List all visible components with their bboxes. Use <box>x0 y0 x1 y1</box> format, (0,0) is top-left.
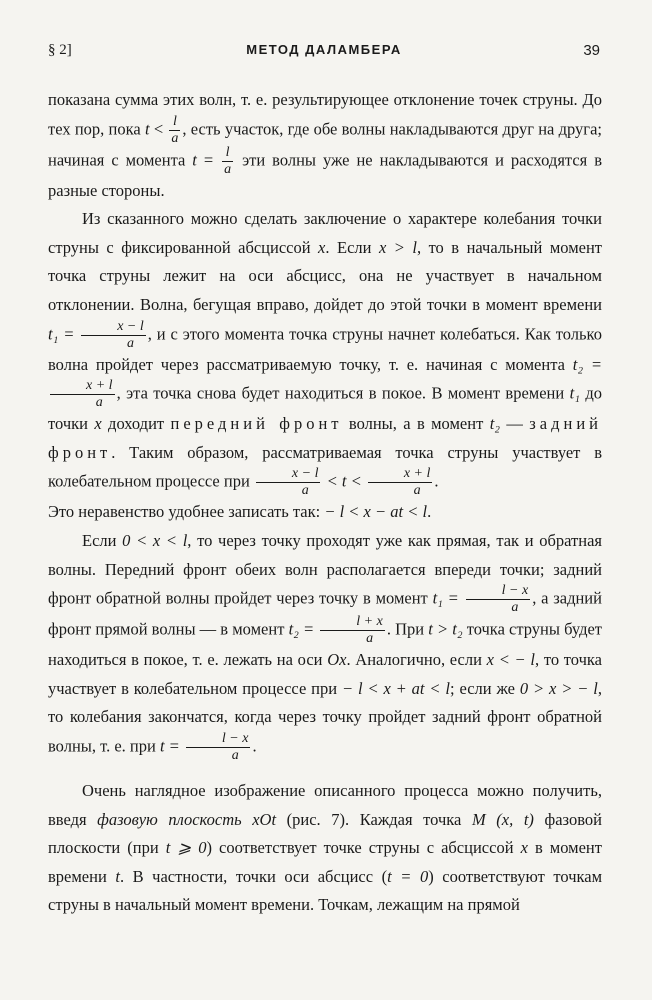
math: xOt <box>241 809 277 829</box>
italic-term: фазовую плоскость <box>97 809 242 829</box>
fraction-numerator: l − x <box>186 732 251 748</box>
fraction-denominator: a <box>511 600 519 616</box>
text: ) соответствуют точкам струны в начальный момент времени. Точкам, лежащим на прямой <box>48 866 603 915</box>
math: t = 0 <box>387 866 429 886</box>
fraction <box>169 115 180 146</box>
text: до точки <box>48 383 602 434</box>
spaced-term: задний фронт <box>48 414 602 462</box>
fraction <box>466 584 531 615</box>
paragraph-5 <box>48 777 602 920</box>
spaced-term: передний фронт <box>170 414 343 434</box>
math: t₁ <box>569 383 580 403</box>
fraction-denominator: a <box>95 395 103 411</box>
fraction <box>81 320 146 351</box>
text: . В частности, точки оси абсцисс ( <box>119 866 388 886</box>
paragraph-3 <box>48 498 602 527</box>
text: , есть участок, где обе волны накладываются друг на друга; начиная с момента <box>48 118 602 169</box>
math: t₂ = <box>288 619 319 639</box>
math: t₂ = <box>572 354 602 374</box>
fraction <box>186 732 251 763</box>
math: t <box>144 118 150 138</box>
fraction-denominator: a <box>231 747 239 763</box>
text: доходит <box>101 414 171 434</box>
fraction-numerator: l − x <box>466 584 531 600</box>
text: . <box>252 736 257 756</box>
fraction-numerator: x + l <box>368 467 433 483</box>
page-body <box>48 86 602 920</box>
fraction <box>222 146 233 177</box>
math: < t < <box>322 471 366 491</box>
text: . При <box>386 619 429 639</box>
text: , то точка участвует в колебательном процессе при <box>48 650 602 698</box>
text: . Если <box>325 237 379 257</box>
math: M (x, t) <box>471 809 534 829</box>
paragraph-2 <box>48 205 602 498</box>
math: t₂ <box>489 414 501 434</box>
text: (рис. 7). Каждая точка <box>276 809 472 829</box>
text: точка струны будет находиться в покое, т. е. лежать на оси <box>48 619 603 670</box>
fraction-denominator: a <box>366 631 374 647</box>
text: , то в начальный момент точка струны лежит на оси абсцисс, она не участвует в начальном отклонении. Волна, бегущая вправо, дойдет до этой точки в момент времени <box>48 237 602 314</box>
math-op: = <box>196 149 221 169</box>
fraction-numerator: l <box>169 115 180 131</box>
text: эти волны уже не накладываются и расходятся в разные стороны. <box>48 149 602 200</box>
text: ) соответствует точке струны с абсциссой <box>206 838 521 858</box>
fraction-denominator: a <box>224 161 232 177</box>
math: x <box>520 838 528 858</box>
paragraph-1 <box>48 86 602 205</box>
text: . <box>434 471 439 491</box>
math: t <box>192 149 197 169</box>
math: x <box>318 237 326 257</box>
text: . Таким образом, рассматриваемая точка струны участвует в колебательном процессе при <box>48 442 602 491</box>
fraction-numerator: x − l <box>256 467 321 483</box>
text: . Аналогично, если <box>346 650 487 670</box>
fraction-denominator: a <box>127 335 134 351</box>
text: , то колебания закончатся, когда через точку пройдет задний фронт обратной волны, т. е. при <box>48 678 602 756</box>
fraction-numerator: x − l <box>81 320 146 336</box>
running-header <box>48 42 600 66</box>
math: t ⩾ 0 <box>165 838 207 858</box>
math: − l < x + at < l <box>341 678 451 698</box>
math: x > l <box>378 237 417 257</box>
section-mark: § 2] <box>48 42 72 58</box>
math: x < − l <box>486 650 535 670</box>
text: в момент времени <box>48 838 602 886</box>
fraction <box>50 379 115 410</box>
text: Из сказанного можно сделать заключение о характере колебания точки струны с фиксированной абсциссой <box>48 209 602 257</box>
text: , а задний фронт прямой волны — в момент <box>48 588 602 639</box>
fraction-denominator: a <box>301 483 309 499</box>
paragraph-4 <box>48 527 602 763</box>
fraction-denominator: a <box>171 130 179 146</box>
text: . <box>427 502 432 522</box>
fraction <box>368 467 433 498</box>
text: фазовой плоскости (при <box>48 809 602 858</box>
fraction <box>256 467 321 498</box>
text: Это неравенство удобнее записать так: <box>48 502 325 522</box>
math: t <box>115 866 120 886</box>
math: x <box>94 414 102 434</box>
text: , то через точку проходят уже как прямая, так и обратная волны. Передний фронт обеих волн располагается впереди точки; задний фронт обратной волны пройдет через точку в момент <box>48 530 603 608</box>
math: t₁ = <box>432 588 464 608</box>
text: ; если же <box>450 678 520 698</box>
text: Если <box>82 530 123 550</box>
fraction-numerator: l <box>222 146 233 162</box>
text: , эта точка снова будет находиться в покое. В момент времени <box>116 383 570 403</box>
fraction <box>320 615 385 646</box>
math: 0 > x > − l <box>519 678 598 698</box>
math: Ox <box>327 650 347 670</box>
text: волны, а в момент <box>342 414 490 434</box>
text: показана сумма этих волн, т. е. результирующее отклонение точек струны. До тех пор, пока <box>48 90 602 138</box>
running-title: МЕТОД ДАЛАМБЕРА <box>246 42 402 57</box>
math: − l < x − at < l <box>324 502 428 522</box>
text: Очень наглядное изображение описанного процесса можно получить, введя <box>48 780 602 829</box>
fraction-numerator: x + l <box>50 379 115 395</box>
math-op: < <box>149 118 168 138</box>
math: t = <box>159 736 184 756</box>
fraction-numerator: l + x <box>320 615 385 631</box>
math: t₁ = <box>48 323 80 343</box>
page-number: 39 <box>583 42 600 59</box>
text: , и с этого момента точка струны начнет колебаться. Как только волна пройдет через рассматриваемую точку, т. е. начиная с момента <box>48 323 602 374</box>
text: — <box>500 414 530 434</box>
math: t > t₂ <box>428 619 463 639</box>
math: 0 < x < l <box>122 530 188 550</box>
fraction-denominator: a <box>413 483 421 499</box>
